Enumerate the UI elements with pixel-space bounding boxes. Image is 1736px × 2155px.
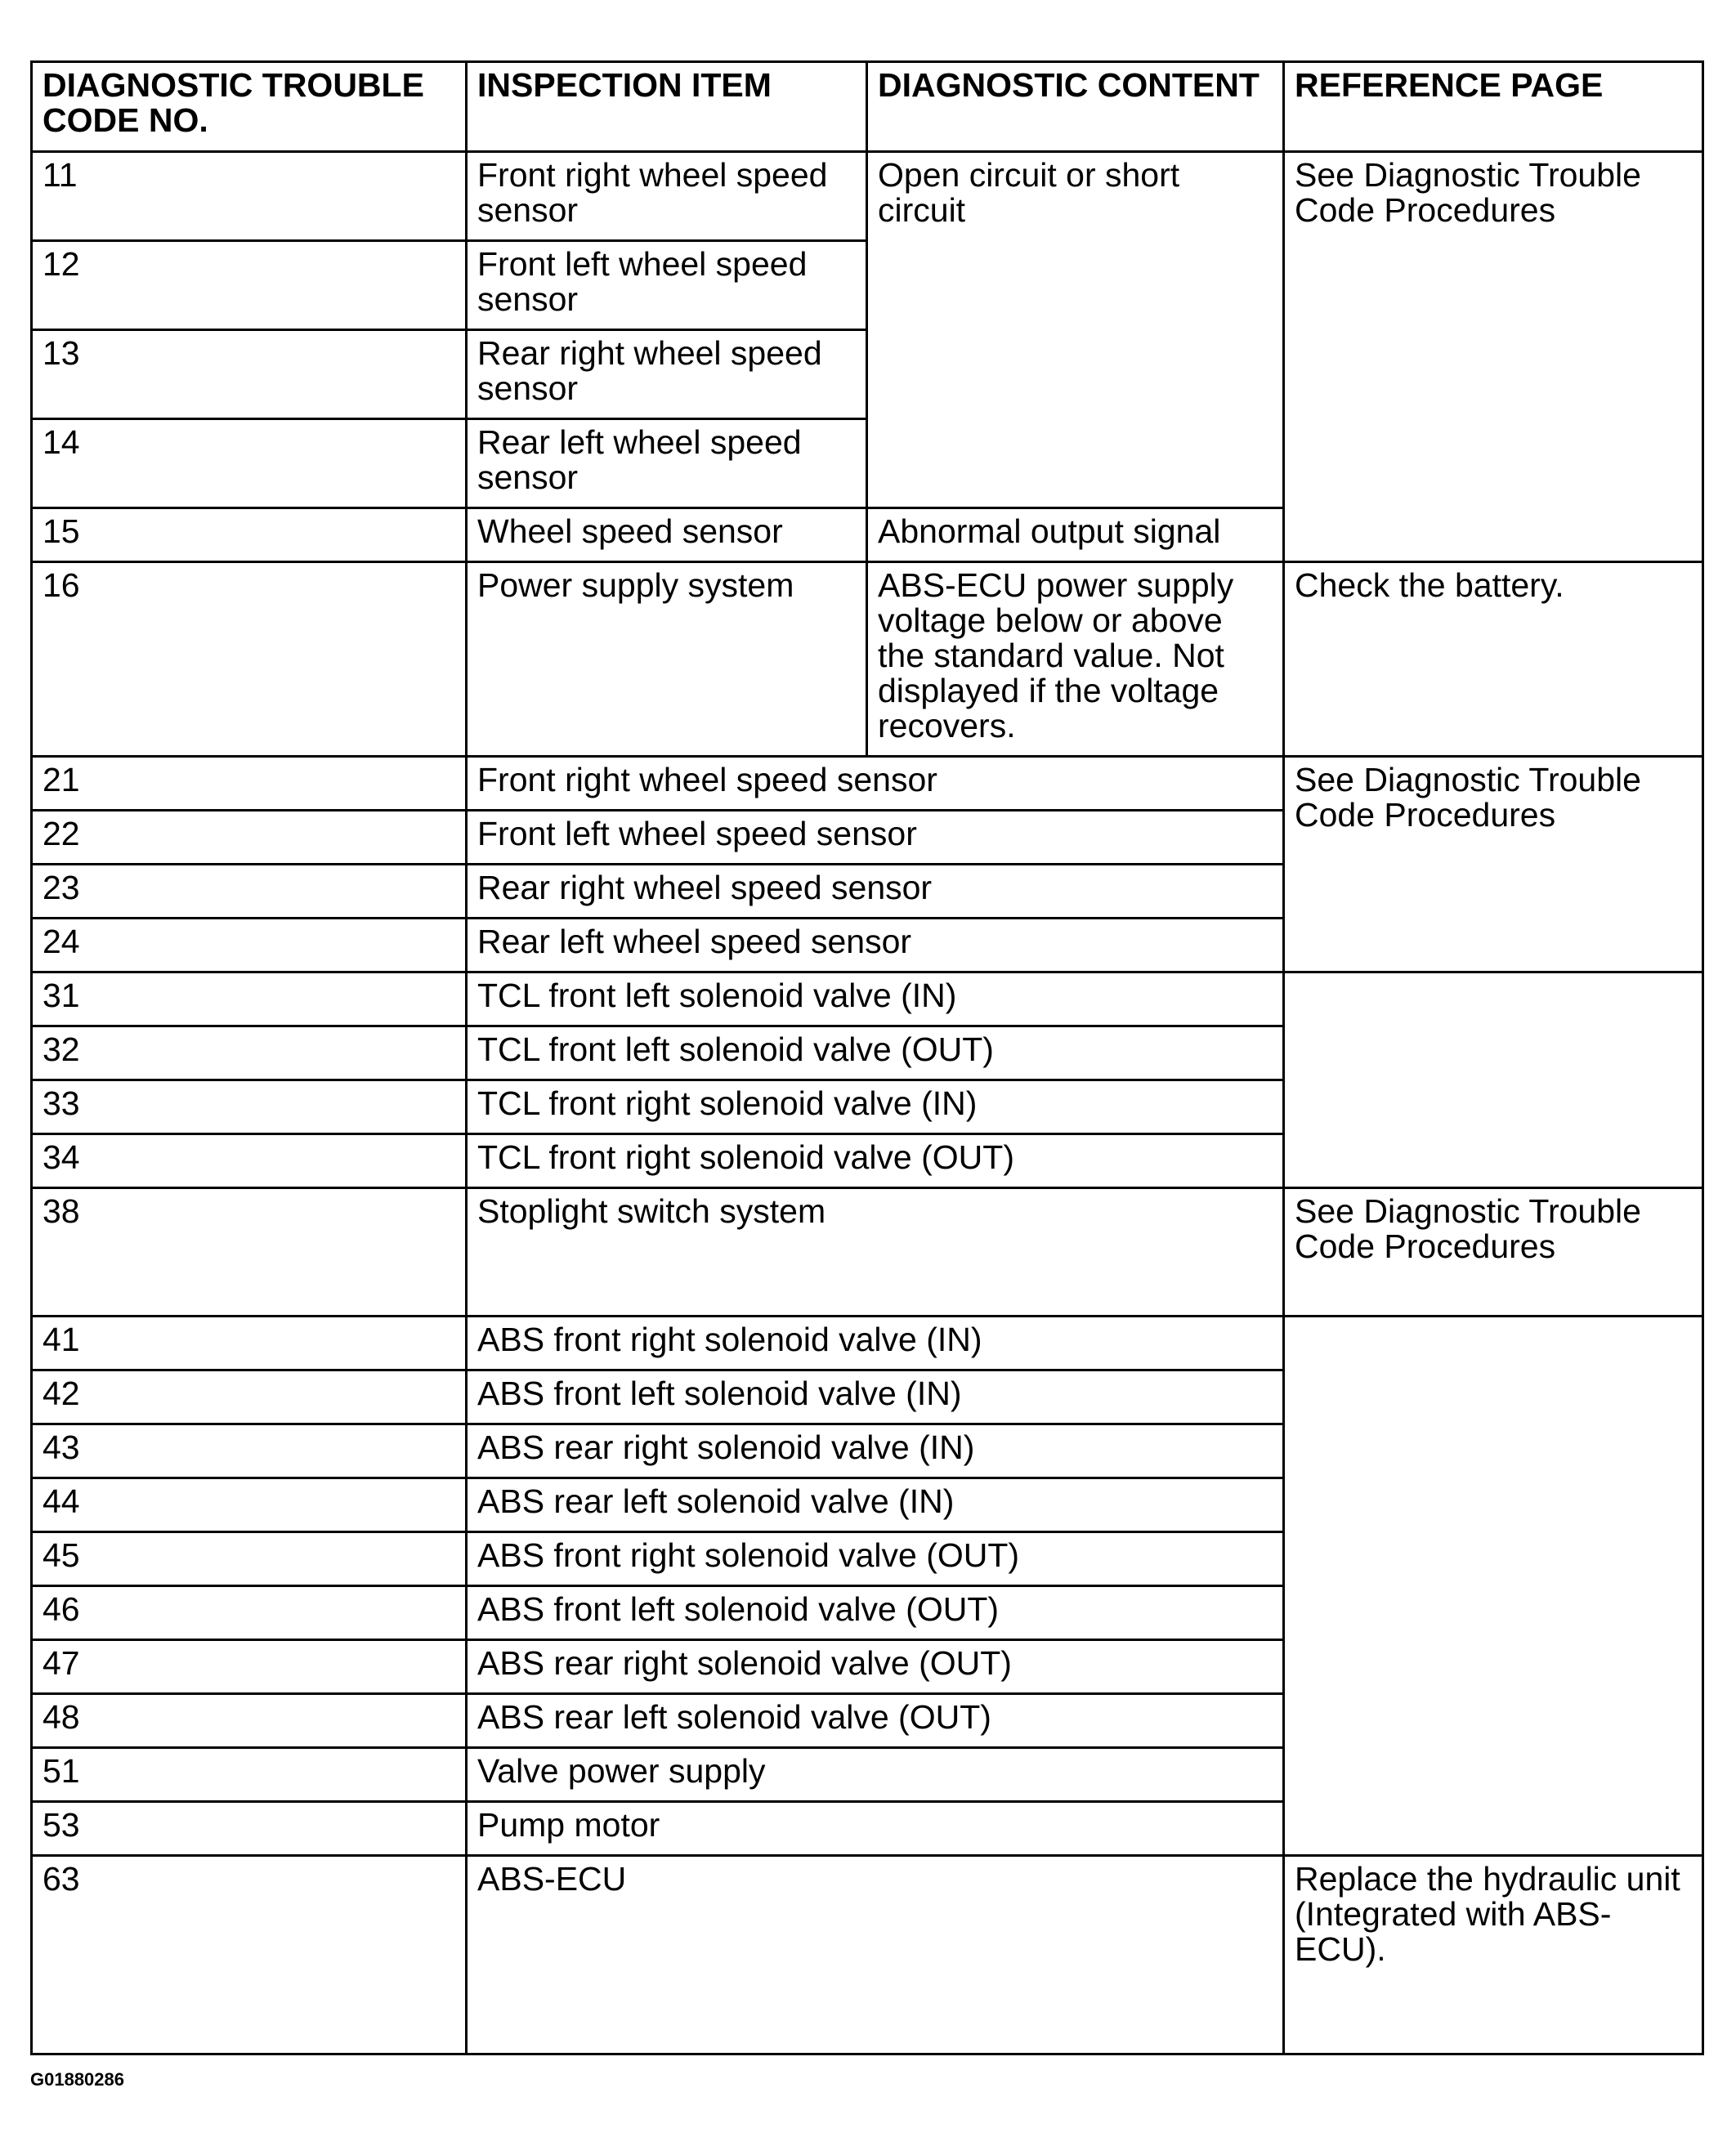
inspection-item-cell: Rear left wheel speed sensor	[467, 919, 1284, 972]
inspection-item-cell: ABS rear left solenoid valve (OUT)	[467, 1694, 1284, 1748]
inspection-item-cell: ABS rear left solenoid valve (IN)	[467, 1478, 1284, 1532]
inspection-item-cell: Front right wheel speed sensor	[467, 757, 1284, 811]
code-cell: 16	[32, 562, 467, 757]
code-cell: 51	[32, 1748, 467, 1802]
table-row	[32, 1317, 1703, 1370]
code-cell: 47	[32, 1640, 467, 1694]
code-cell: 13	[32, 330, 467, 419]
inspection-item-cell: ABS-ECU	[467, 1856, 1284, 2054]
inspection-item-cell: ABS front left solenoid valve (OUT)	[467, 1586, 1284, 1640]
code-cell: 38	[32, 1188, 467, 1317]
code-cell: 53	[32, 1802, 467, 1856]
code-cell: 63	[32, 1856, 467, 2054]
header-reference-page: REFERENCE PAGE	[1284, 62, 1703, 152]
code-cell: 41	[32, 1317, 467, 1370]
table-row	[32, 152, 1703, 241]
table-row	[32, 757, 1703, 811]
inspection-item-cell: TCL front left solenoid valve (OUT)	[467, 1026, 1284, 1080]
table-row	[32, 562, 1703, 757]
inspection-item-cell: Wheel speed sensor	[467, 508, 867, 562]
table-row	[32, 1856, 1703, 2054]
code-cell: 24	[32, 919, 467, 972]
diagnostic-trouble-code-table	[30, 60, 1704, 2055]
code-cell: 15	[32, 508, 467, 562]
inspection-item-cell: Rear left wheel speed sensor	[467, 419, 867, 508]
header-inspection-item: INSPECTION ITEM	[467, 62, 867, 152]
inspection-item-cell: ABS front right solenoid valve (IN)	[467, 1317, 1284, 1370]
reference-page-cell-empty	[1284, 1317, 1703, 1856]
inspection-item-cell: TCL front right solenoid valve (OUT)	[467, 1134, 1284, 1188]
code-cell: 21	[32, 757, 467, 811]
reference-page-cell: See Diagnostic Trouble Code Procedures	[1284, 757, 1703, 972]
code-cell: 32	[32, 1026, 467, 1080]
inspection-item-cell: ABS front left solenoid valve (IN)	[467, 1370, 1284, 1424]
inspection-item-cell: TCL front right solenoid valve (IN)	[467, 1080, 1284, 1134]
inspection-item-cell: Front right wheel speed sensor	[467, 152, 867, 241]
code-cell: 11	[32, 152, 467, 241]
inspection-item-cell: ABS front right solenoid valve (OUT)	[467, 1532, 1284, 1586]
code-cell: 44	[32, 1478, 467, 1532]
inspection-item-cell: Power supply system	[467, 562, 867, 757]
code-cell: 48	[32, 1694, 467, 1748]
reference-page-cell: See Diagnostic Trouble Code Procedures	[1284, 1188, 1703, 1317]
diagnostic-content-cell: Open circuit or short circuit	[867, 152, 1284, 508]
header-diagnostic-content: DIAGNOSTIC CONTENT	[867, 62, 1284, 152]
code-cell: 23	[32, 865, 467, 919]
reference-page-cell: Check the battery.	[1284, 562, 1703, 757]
code-cell: 22	[32, 811, 467, 865]
inspection-item-cell: Front left wheel speed sensor	[467, 811, 1284, 865]
inspection-item-cell: Stoplight switch system	[467, 1188, 1284, 1317]
code-cell: 45	[32, 1532, 467, 1586]
inspection-item-cell: Rear right wheel speed sensor	[467, 330, 867, 419]
table-row	[32, 1188, 1703, 1317]
figure-id: G01880286	[30, 2069, 124, 2090]
code-cell: 34	[32, 1134, 467, 1188]
reference-page-cell: Replace the hydraulic unit (Integrated with ABS-ECU).	[1284, 1856, 1703, 2054]
code-cell: 43	[32, 1424, 467, 1478]
reference-page-cell: See Diagnostic Trouble Code Procedures	[1284, 152, 1703, 562]
code-cell: 42	[32, 1370, 467, 1424]
table-header-row	[32, 62, 1703, 152]
inspection-item-cell: ABS rear right solenoid valve (IN)	[467, 1424, 1284, 1478]
code-cell: 33	[32, 1080, 467, 1134]
inspection-item-cell: Rear right wheel speed sensor	[467, 865, 1284, 919]
code-cell: 12	[32, 241, 467, 330]
code-cell: 14	[32, 419, 467, 508]
reference-page-cell-empty	[1284, 972, 1703, 1188]
table-row	[32, 972, 1703, 1026]
inspection-item-cell: Pump motor	[467, 1802, 1284, 1856]
inspection-item-cell: Front left wheel speed sensor	[467, 241, 867, 330]
header-code: DIAGNOSTIC TROUBLE CODE NO.	[32, 62, 467, 152]
code-cell: 46	[32, 1586, 467, 1640]
diagnostic-content-cell: Abnormal output signal	[867, 508, 1284, 562]
diagnostic-content-cell: ABS-ECU power supply voltage below or above the standard value. Not displayed if the voltage recovers.	[867, 562, 1284, 757]
inspection-item-cell: TCL front left solenoid valve (IN)	[467, 972, 1284, 1026]
inspection-item-cell: ABS rear right solenoid valve (OUT)	[467, 1640, 1284, 1694]
code-cell: 31	[32, 972, 467, 1026]
inspection-item-cell: Valve power supply	[467, 1748, 1284, 1802]
